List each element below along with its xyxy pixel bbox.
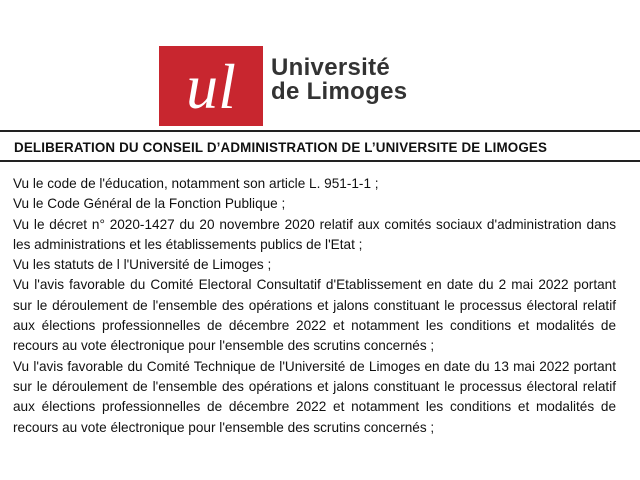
university-name-line2: de Limoges <box>271 78 408 105</box>
paragraph-code-fonction-publique: Vu le Code Général de la Fonction Publique ; <box>13 196 286 212</box>
logo-monogram: ul <box>186 51 236 122</box>
deliberation-title-bar <box>0 130 640 162</box>
paragraph-code-education: Vu le code de l'éducation, notamment son article L. 951-1-1 ; <box>13 176 379 191</box>
university-logo-mark <box>159 46 263 126</box>
university-name <box>271 56 407 104</box>
paragraph-avis-comite-technique: Vu l'avis favorable du Comité Technique de l'Université de Limoges en date du 13 mai 2022 portant sur le déroulement de l'ensemble des opérations et jalons constituant le processus électoral relatif aux élections professionnelles de décembre 2022 et notamment les conditions et modalités de recours au vote électronique pour l'ensemble des scrutins concernés ; <box>13 358 616 435</box>
deliberation-title: DELIBERATION DU CONSEIL D’ADMINISTRATION DE L’UNIVERSITE DE LIMOGES <box>14 140 548 155</box>
paragraph-statuts: Vu les statuts de l l'Université de Limoges ; <box>13 257 272 273</box>
paragraph-avis-comite-electoral: Vu l'avis favorable du Comité Electoral Consultatif d'Etablissement en date du 2 mai 2022 portant sur le déroulement de l'ensemble des opérations et jalons constituant le processus électoral relatif aux élections professionnelles de décembre 2022 et notamment les conditions et modalités de recours au vote électronique pour l'ensemble des scrutins concernés ; <box>13 277 616 354</box>
document-body <box>13 174 616 438</box>
paragraph-decret: Vu le décret n° 2020-1427 du 20 novembre 2020 relatif aux comités sociaux d'administration dans les administrations et les établissements publics de l'Etat ; <box>13 216 616 252</box>
university-name-line1: Université <box>271 54 391 81</box>
